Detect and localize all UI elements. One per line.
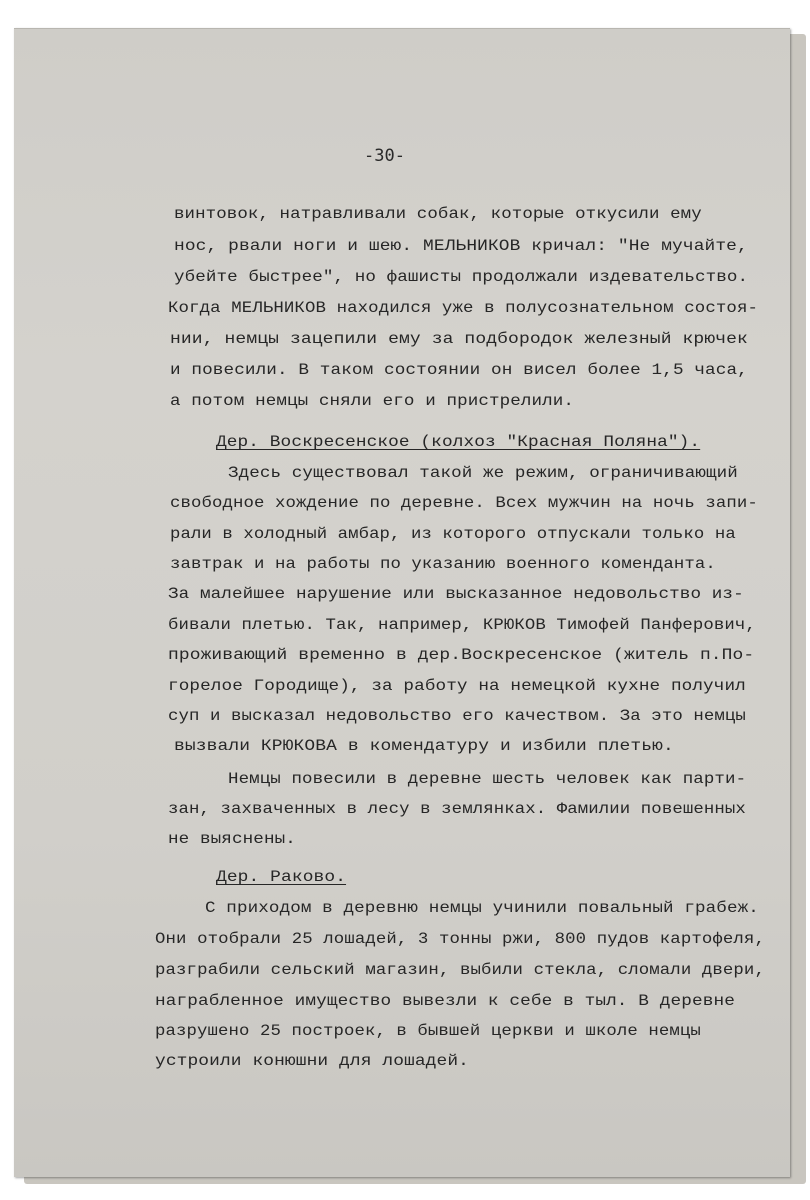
text-line: суп и высказал недовольство его качеством. За это немцы bbox=[168, 707, 746, 725]
text-line: не выяснены. bbox=[168, 830, 296, 848]
text-line: С приходом в деревню немцы учинили повальный грабеж. bbox=[205, 899, 759, 917]
text-line: и повесили. В таком состоянии он висел более 1,5 часа, bbox=[170, 361, 748, 379]
text-line: Немцы повесили в деревне шесть человек как парти- bbox=[228, 770, 747, 788]
text-line: проживающий временно в дер.Воскресенское (житель п.По- bbox=[168, 646, 755, 664]
text-line: зан, захваченных в лесу в землянках. Фамилии повешенных bbox=[168, 800, 746, 818]
text-line: винтовок, натравливали собак, которые откусили ему bbox=[174, 205, 702, 223]
text-line: Они отобрали 25 лошадей, 3 тонны ржи, 800 пудов картофеля, bbox=[155, 930, 765, 948]
text-line: убейте быстрее", но фашисты продолжали издевательство. bbox=[174, 268, 749, 286]
text-line: вызвали КРЮКОВА в комендатуру и избили плетью. bbox=[174, 737, 674, 755]
section-heading-voskresenskoe: Дер. Воскресенское (колхоз "Красная Поляна"). bbox=[216, 433, 701, 451]
text-line: нос, рвали ноги и шею. МЕЛЬНИКОВ кричал: "Не мучайте, bbox=[174, 237, 748, 255]
page-number: -30- bbox=[364, 146, 405, 166]
text-line: разграбили сельский магазин, выбили стекла, сломали двери, bbox=[155, 961, 765, 979]
text-line: свободное хождение по деревне. Всех мужчин на ночь запи- bbox=[170, 494, 758, 512]
text-line: рали в холодный амбар, из которого отпускали только на bbox=[170, 525, 736, 543]
text-line: Здесь существовал такой же режим, ограничивающий bbox=[228, 464, 738, 482]
text-line: нии, немцы зацепили ему за подбородок железный крючек bbox=[170, 330, 748, 348]
text-line: а потом немцы сняли его и пристрелили. bbox=[170, 392, 575, 410]
text-line: горелое Городище), за работу на немецкой кухне получил bbox=[168, 677, 746, 695]
section-heading-rakovo: Дер. Раково. bbox=[216, 868, 347, 886]
text-line: За малейшее нарушение или высказанное недовольство из- bbox=[168, 585, 744, 603]
text-line: Когда МЕЛЬНИКОВ находился уже в полусознательном состоя- bbox=[168, 299, 759, 317]
text-line: разрушено 25 построек, в бывшей церкви и школе немцы bbox=[155, 1022, 701, 1040]
text-line: награбленное имущество вывезли к себе в тыл. В деревне bbox=[155, 992, 735, 1010]
text-line: устроили конюшни для лошадей. bbox=[155, 1052, 469, 1070]
text-line: бивали плетью. Так, например, КРЮКОВ Тимофей Панферович, bbox=[168, 616, 756, 634]
text-line: завтрак и на работы по указанию военного коменданта. bbox=[170, 555, 716, 573]
